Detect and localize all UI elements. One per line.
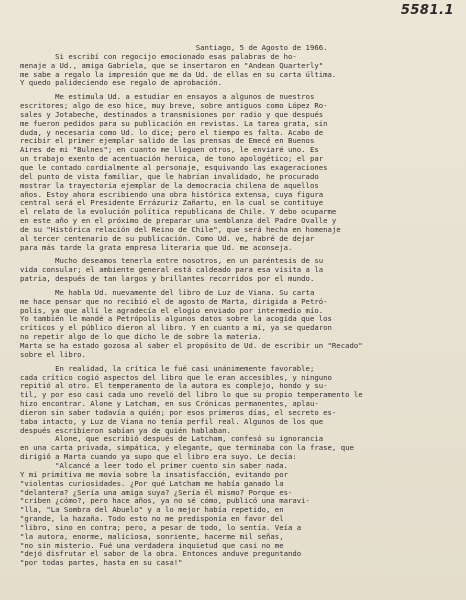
letter-line: que le contado cordialmente al personaje, esquivando las exageraciones — [20, 162, 328, 172]
letter-line: en una carta privada, simpática, y elegante, que terminaba con la frase, que — [20, 443, 354, 453]
letter-line: Marta se ha estado gozosa al saber el propósito de Ud. de escribir un "Recado" — [20, 341, 363, 350]
letter-line: "por todas partes, hasta en su casa!" — [20, 558, 183, 568]
letter-line: en este año y en el próximo de preparar una semblanza del Padre Ovalle y — [20, 216, 337, 226]
letter-line: Aires de mi "Bulnes"; en cuanto me lleguen otros, le enviaré uno. Es — [20, 145, 319, 155]
letter-line: dirigió a Marta cuando ya supo que el libro era suyo. Le decía: — [20, 452, 297, 462]
letter-line: el relato de la evolución política republicana de Chile. Y debo ocuparme — [20, 207, 337, 217]
letter-line: taba intacto, y Luz de Viana no tenía perfil real. Algunos de los que — [20, 416, 324, 426]
letter-line: "la autora, enorme, maliciosa, sonriente, hacerme mil señas, — [20, 531, 284, 541]
letter-line: til, y por eso casi cada uno reveló del libro lo que su propio temperamento le — [20, 390, 363, 400]
letter-line: Y mi primitiva me movía sobre la insatisfacción, evitando por — [20, 469, 288, 479]
letter-line: Y quedo palideciendo ese regalo de aprobación. — [20, 78, 223, 88]
letter-line: "no sin misterio. Fué una verdadera inquietud que casi no me — [20, 540, 284, 550]
letter-line: sales y Jotabeche, destinados a transmisiones por radio y que después — [20, 109, 324, 119]
letter-line: para más tarde la grata empresa literaria que Ud. me aconseja. — [20, 242, 293, 252]
letter-body — [20, 44, 460, 568]
letter-line: "lla, "La Sombra del Abuelo" y a lo mejor había repetido, en — [20, 505, 284, 515]
letter-line: central será el Presidente Errázuriz Zañartu, en la cual se contituye — [20, 198, 324, 208]
letter-line: cada crítico cogió aspectos del libro que le eran accesibles, y ninguno — [20, 372, 332, 382]
letter-line: Me habla Ud. nuevamente del libro de Luz de Viana. Su carta — [20, 287, 315, 297]
letter-line: hizo encontrar. Alone y Latcham, en sus Crónicas permanentes, aplau- — [20, 399, 319, 409]
letter-line: me sabe a regalo la impresión que me da Ud. de ellas en su carta última. — [20, 69, 337, 79]
letter-line: un trabajo exento de acentuación heroica, de tono apologético; el par — [20, 154, 324, 164]
letter-line: me fueron pedidos para su publicación en revistas. La tarea grata, sin — [20, 118, 328, 128]
letter-line: "violentas curiosidades. ¿Por qué Latcham me había ganado la — [20, 478, 284, 488]
letter-line: sobre el libro. — [20, 349, 86, 359]
letter-line: duda, y necesaria como Ud. lo dice; pero el tiempo es falta. Acabo de — [20, 127, 324, 137]
letter-line: mostrar la trayectoria ejemplar de la democracia chilena de aquellos — [20, 180, 319, 190]
letter-line: dieron sin saber todavía a quién; por esos primeros días, el secreto es- — [20, 407, 337, 417]
letter-line: después escribieron sabían ya de quién hablaban. — [20, 425, 231, 435]
letter-line: críticos y el público dieron al libro. Y en cuanto a mí, ya se quedaron — [20, 323, 332, 333]
letter-line: años. Estoy ahora escribiendo una obra histórica extensa, cuya figura — [20, 189, 324, 199]
letter-line: polis, ya que allí le agradecía el elogio enviado por intermedio mío. — [20, 305, 324, 315]
letter-line: me hace pensar que no recibió el de agosto de Marta, dirigida a Petró- — [20, 296, 328, 306]
letter-line: Mucho deseamos tenerla entre nosotros, en un paréntesis de su — [20, 256, 324, 266]
letter-line: Me estimula Ud. a estudiar en ensayos a algunos de nuestros — [20, 92, 315, 102]
letter-line: En realidad, la crítica le fué casi unánimemente favorable; — [20, 363, 315, 373]
letter-line: patria, después de tan largos y brillantes recorridos por el mundo. — [20, 274, 315, 284]
letter-line: menaje a Ud., amiga Gabriela, que se insertaron en "Andean Quarterly" — [20, 60, 324, 70]
letter-line: vida consular; el ambiente general está caldeado para esa visita a la — [20, 265, 324, 275]
letter-line: "criben ¿cómo?, pero hace años, ya no sé cómo, publicó una maravi- — [20, 496, 310, 506]
letter-line: Si escribí con regocijo emocionado esas palabras de ho- — [20, 51, 297, 61]
letter-line: Santiago, 5 de Agosto de 1966. — [20, 43, 328, 52]
letter-line: "dejó disfrutar el sabor de la obra. Entonces anduve preguntando — [20, 549, 302, 559]
letter-line: recibir el primer ejemplar salido de las prensas de Emecé en Buenos — [20, 136, 315, 146]
letter-line: "libro, sino en contra; pero, a pesar de todo, lo sentía. Veía a — [20, 522, 302, 532]
letter-line: "delantera? ¿Sería una amiga suya? ¿Sería él mismo? Porque es- — [20, 487, 293, 497]
letter-line: escritores; algo de eso hice, muy breve, sobre antiguos como López Ro- — [20, 101, 328, 111]
letter-line: al tercer centenario de su publicación. Como Ud. ve, habré de dejar — [20, 233, 315, 243]
letter-line: "grande, la hazaña. Todo esto no me predisponía en favor del — [20, 514, 284, 524]
letter-line: repitió al otro. El temperamento de la autora es complejo, hondo y su- — [20, 381, 328, 391]
letter-line: del punto de vista familiar, que le habrían invalidado, he procurado — [20, 171, 319, 181]
archive-reference-number: 5581.1 — [400, 3, 454, 18]
letter-line: no repetir algo de lo que dicho le de sobre la materia. — [20, 332, 262, 342]
letter-line: de su "Histórica relación del Reino de Chile", que será hecha en homenaje — [20, 224, 341, 234]
letter-line: Yo también le mandé a Petrópolis algunos datos sobre la acogida que los — [20, 314, 332, 324]
letter-line: Alone, que escribió después de Latcham, confesó su ignorancia — [20, 434, 324, 444]
letter-line: "Alcancé a leer todo el primer cuento sin saber nada. — [20, 460, 288, 470]
